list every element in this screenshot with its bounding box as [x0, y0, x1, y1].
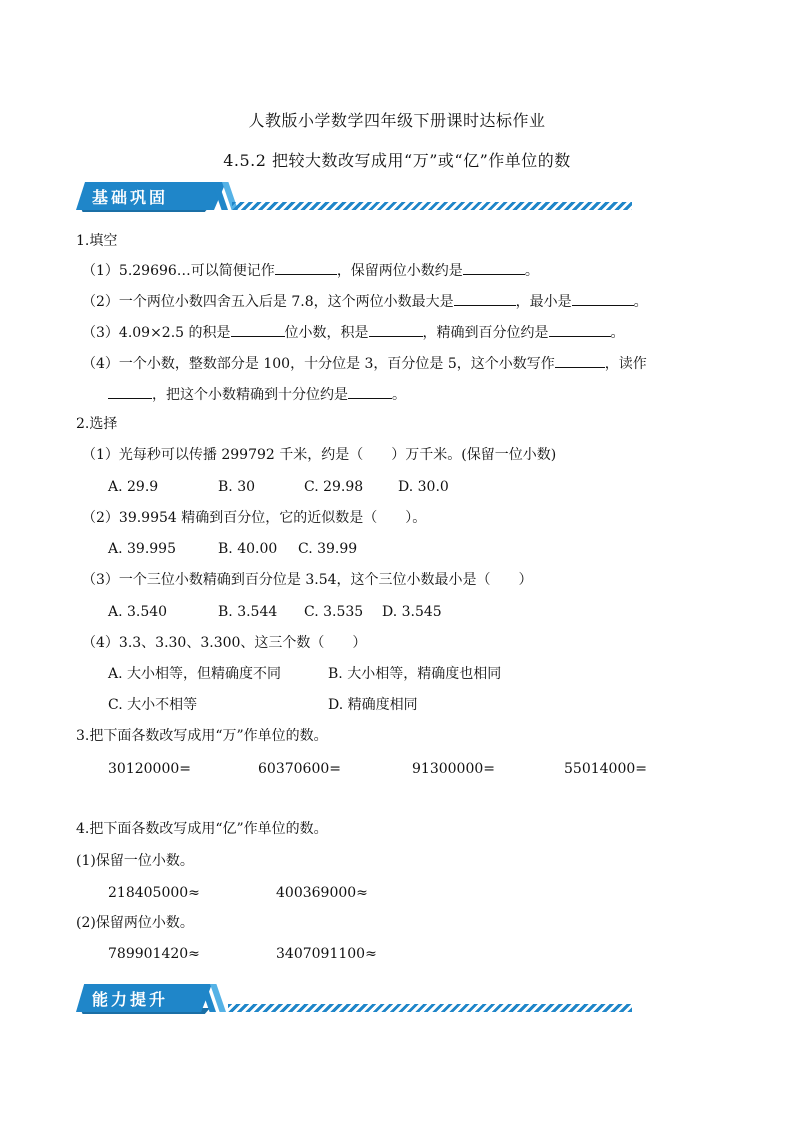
option[interactable]: B. 30 — [218, 479, 256, 495]
question-text: 。 — [392, 387, 406, 403]
section-4-sub-2: (2)保留两位小数。 — [76, 915, 194, 931]
question-text: （2）一个两位小数四舍五入后是 7.8，这个两位小数最大是 — [82, 294, 454, 310]
question-2-3: （3）一个三位小数精确到百分位是 3.54，这个三位小数最小是（ ） — [82, 572, 533, 588]
conversion-item[interactable]: 60370600= — [258, 761, 341, 777]
question-text: 。 — [633, 294, 648, 310]
option[interactable]: D. 30.0 — [398, 479, 449, 495]
conversion-item[interactable]: 55014000= — [564, 761, 647, 777]
question-1-2 — [82, 291, 648, 311]
banner-advanced-label: 能力提升 — [92, 990, 169, 1009]
section-4-sub-1: (1)保留一位小数。 — [76, 853, 194, 869]
option[interactable]: B. 40.00 — [218, 541, 278, 557]
conversion-item[interactable]: 91300000= — [412, 761, 495, 777]
conversion-item[interactable]: 3407091100≈ — [276, 946, 377, 962]
conversion-item[interactable]: 400369000≈ — [276, 885, 368, 901]
answer-blank[interactable] — [369, 322, 423, 337]
banner-stripes — [232, 202, 632, 210]
answer-blank[interactable] — [463, 260, 525, 275]
question-text: ，保留两位小数约是 — [336, 263, 463, 279]
answer-blank[interactable] — [108, 384, 152, 399]
answer-blank[interactable] — [275, 260, 337, 275]
question-text: ，把这个小数精确到十分位约是 — [152, 387, 348, 403]
answer-blank[interactable] — [572, 291, 634, 306]
option[interactable]: C. 大小不相等 — [108, 697, 198, 713]
question-text: 。 — [524, 263, 539, 279]
banner-advanced — [76, 984, 632, 1020]
option[interactable]: A. 3.540 — [108, 604, 168, 620]
option[interactable]: D. 3.545 — [382, 604, 442, 620]
question-2-2: （2）39.9954 精确到百分位，它的近似数是（ ）。 — [82, 510, 427, 526]
question-text: ，读作 — [604, 356, 647, 372]
question-text: 位小数，积是 — [284, 325, 369, 341]
question-2-4: （4）3.3、3.30、3.300、这三个数（ ） — [82, 635, 367, 651]
option[interactable]: D. 精确度相同 — [328, 697, 418, 713]
question-text: （3）4.09×2.5 的积是 — [82, 325, 231, 341]
question-1-4-continued — [108, 384, 406, 404]
option[interactable]: A. 29.9 — [108, 479, 159, 495]
answer-blank[interactable] — [555, 353, 605, 368]
question-text: ，精确到百分位约是 — [422, 325, 549, 341]
banner-stripes — [228, 1004, 632, 1012]
section-3-heading: 3.把下面各数改写成用“万”作单位的数。 — [76, 728, 328, 744]
answer-blank[interactable] — [454, 291, 516, 306]
option[interactable]: A. 大小相等，但精确度不同 — [108, 666, 282, 682]
conversion-item[interactable]: 218405000≈ — [108, 885, 200, 901]
option[interactable]: A. 39.995 — [108, 541, 176, 557]
section-2-heading: 2.选择 — [76, 416, 118, 432]
question-2-1: （1）光每秒可以传播 299792 千米，约是（ ）万千米。(保留一位小数) — [82, 447, 557, 463]
question-1-1 — [82, 260, 539, 280]
option[interactable]: B. 大小相等，精确度也相同 — [328, 666, 502, 682]
option[interactable]: C. 3.535 — [304, 604, 364, 620]
question-text: （4）一个小数，整数部分是 100，十分位是 3，百分位是 5，这个小数写作 — [82, 356, 555, 372]
question-text: 。 — [610, 325, 625, 341]
worksheet-subtitle: 4.5.2 把较大数改写成用“万”或“亿”作单位的数 — [223, 151, 571, 170]
question-1-4 — [82, 353, 647, 373]
banner-basic-label: 基础巩固 — [92, 188, 169, 207]
option[interactable]: B. 3.544 — [218, 604, 278, 620]
option[interactable]: C. 29.98 — [304, 479, 364, 495]
banner-basic — [76, 182, 632, 218]
option[interactable]: C. 39.99 — [298, 541, 358, 557]
answer-blank[interactable] — [231, 322, 285, 337]
conversion-item[interactable]: 789901420≈ — [108, 946, 200, 962]
section-1-heading: 1.填空 — [76, 233, 118, 249]
conversion-item[interactable]: 30120000= — [108, 761, 191, 777]
question-text: ，最小是 — [515, 294, 572, 310]
answer-blank[interactable] — [348, 384, 392, 399]
question-1-3 — [82, 322, 625, 342]
section-4-heading: 4.把下面各数改写成用“亿”作单位的数。 — [76, 821, 328, 837]
answer-blank[interactable] — [549, 322, 611, 337]
question-text: （1）5.29696…可以简便记作 — [82, 263, 275, 279]
worksheet-title: 人教版小学数学四年级下册课时达标作业 — [248, 111, 546, 130]
